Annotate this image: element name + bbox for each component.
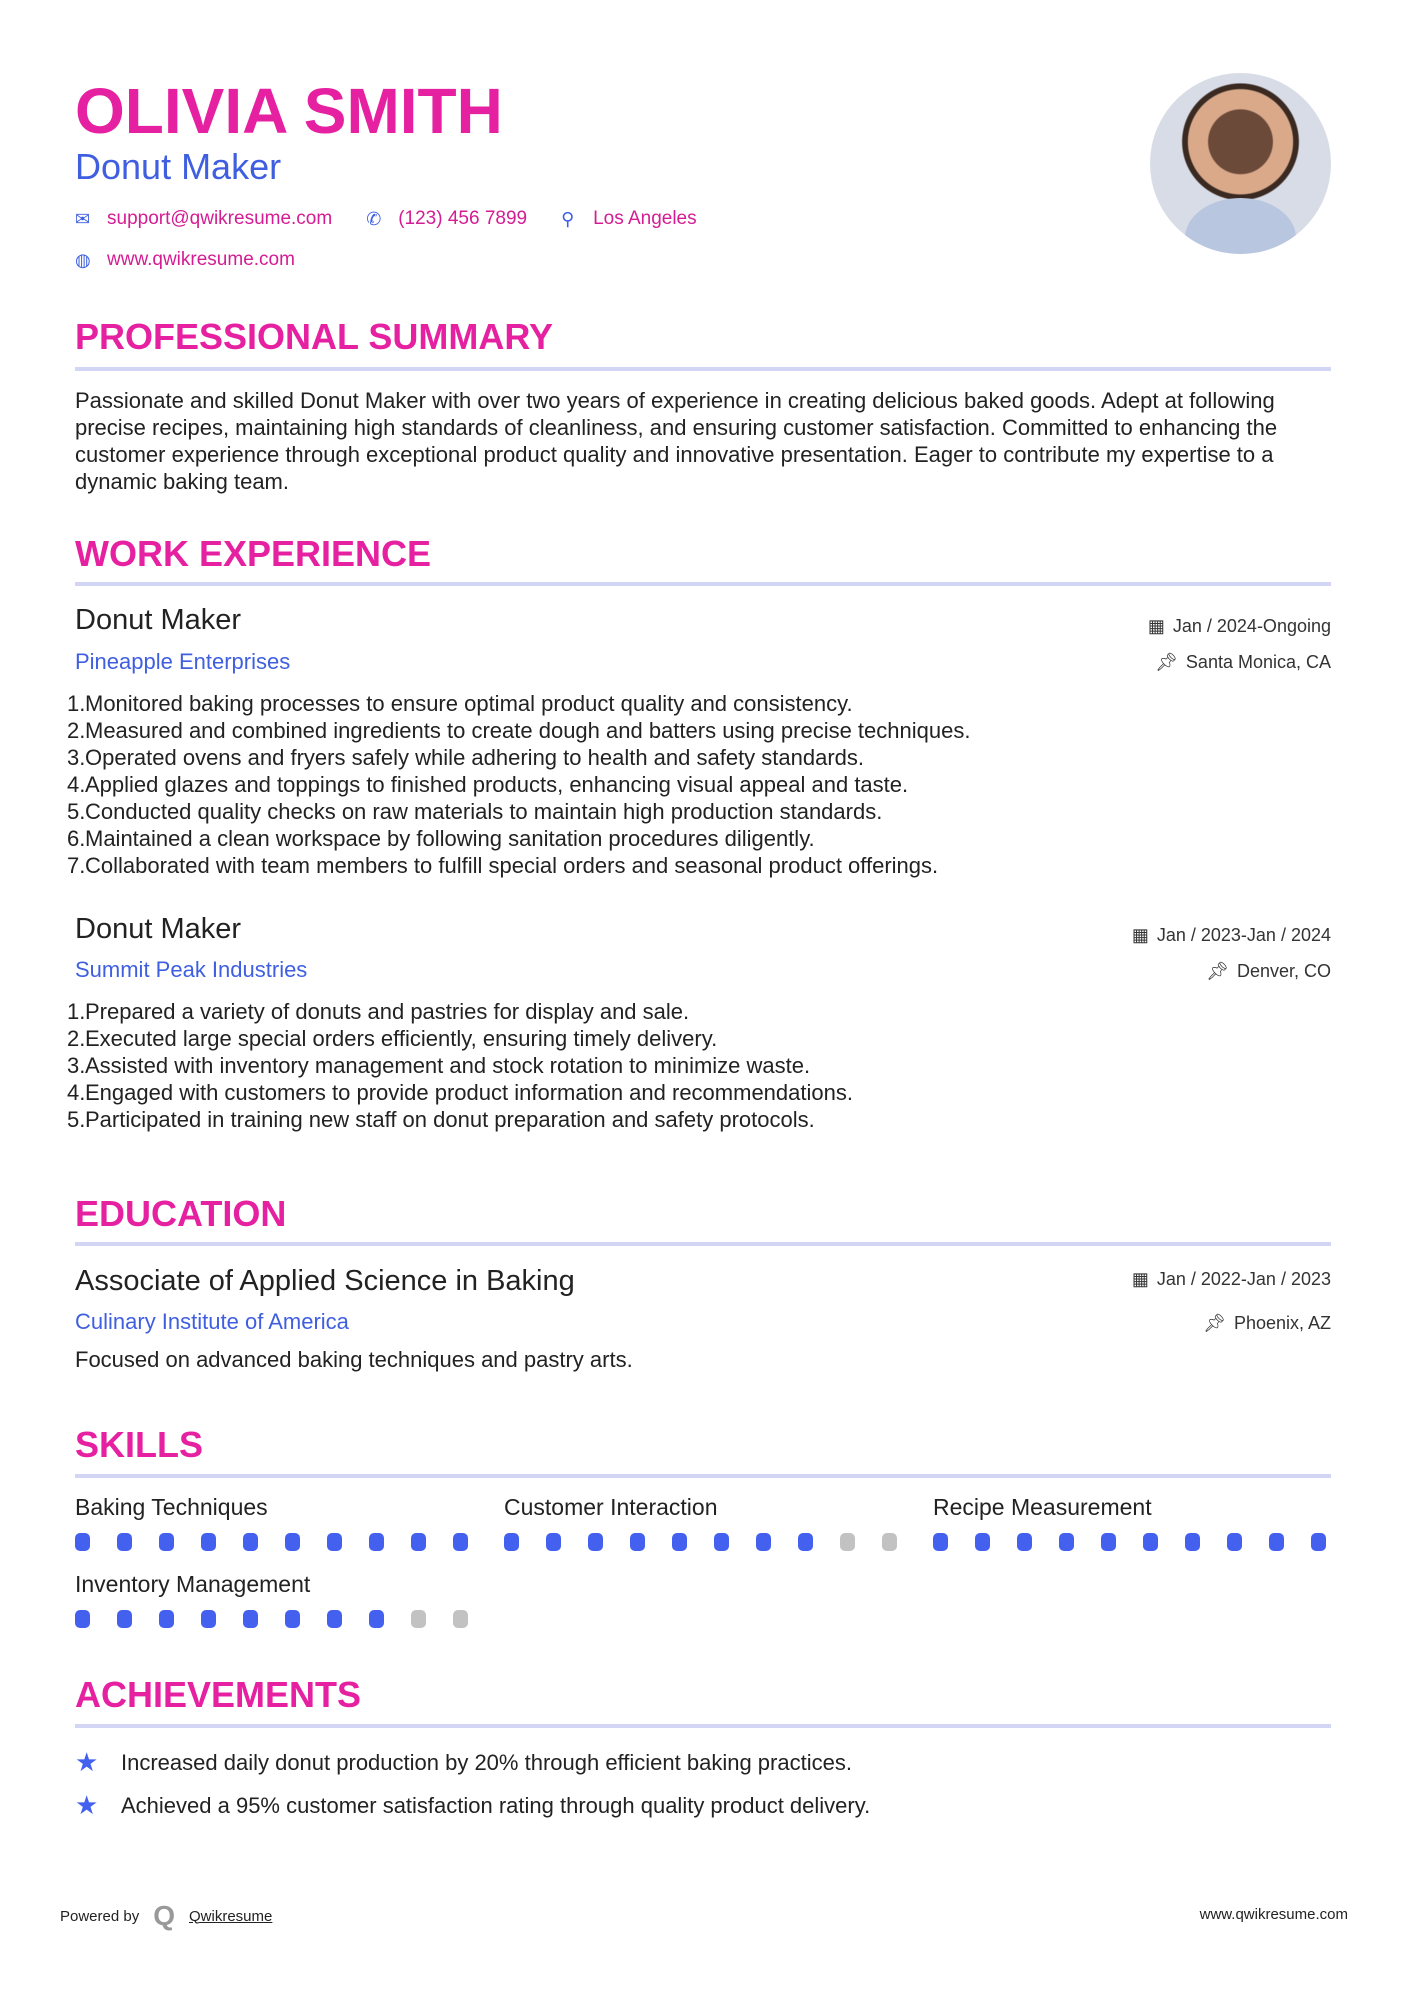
skill-item <box>933 1494 1326 1551</box>
phone-icon: ✆ <box>366 208 382 229</box>
rating-dot <box>1143 1533 1158 1551</box>
bullet-item <box>67 690 970 717</box>
job-bullets <box>67 998 853 1133</box>
bullet-text: Assisted with inventory management and stock rotation to minimize waste. <box>85 1053 811 1078</box>
rating-dot <box>369 1610 384 1628</box>
rating-dot <box>756 1533 771 1551</box>
bullet-item <box>67 1025 853 1052</box>
bullet-number: 1. <box>67 691 86 716</box>
rating-dot <box>159 1533 174 1551</box>
skill-rating <box>75 1533 468 1551</box>
skill-name: Customer Interaction <box>504 1494 718 1520</box>
bullet-item <box>67 1052 853 1079</box>
skill-name: Inventory Management <box>75 1571 311 1597</box>
skill-item <box>75 1494 468 1551</box>
rating-dot <box>546 1533 561 1551</box>
rating-dot <box>369 1533 384 1551</box>
rating-dot <box>1017 1533 1032 1551</box>
degree: Associate of Applied Science in Baking <box>75 1265 575 1297</box>
star-icon: ★ <box>75 1790 99 1820</box>
rating-dot <box>75 1610 90 1628</box>
rating-dot <box>453 1610 468 1628</box>
dates-text: Jan / 2023-Jan / 2024 <box>1156 925 1331 945</box>
rating-dot <box>159 1610 174 1628</box>
globe-icon: ◍ <box>75 249 91 270</box>
rating-dot <box>1059 1533 1074 1551</box>
calendar-icon: ▦ <box>1147 616 1165 636</box>
rating-dot <box>285 1533 300 1551</box>
rating-dot <box>504 1533 519 1551</box>
bullet-text: Measured and combined ingredients to create dough and batters using precise techniques. <box>85 718 971 743</box>
calendar-icon: ▦ <box>1131 1269 1149 1289</box>
education-description: Focused on advanced baking techniques and pastry arts. <box>75 1347 633 1372</box>
rating-dot <box>1311 1533 1326 1551</box>
candidate-name: OLIVIA SMITH <box>75 75 503 147</box>
rating-dot <box>933 1533 948 1551</box>
pin-icon: 📌︎ <box>1155 652 1178 672</box>
bullet-text: Maintained a clean workspace by following sanitation procedures diligently. <box>85 826 815 851</box>
bullet-text: Executed large special orders efficiently, ensuring timely delivery. <box>85 1026 718 1051</box>
divider <box>75 1724 1331 1728</box>
rating-dot <box>975 1533 990 1551</box>
bullet-item <box>67 771 970 798</box>
bullet-item <box>67 998 853 1025</box>
bullet-text: Operated ovens and fryers safely while adhering to health and safety standards. <box>85 745 865 770</box>
footer-powered <box>60 1900 272 1932</box>
envelope-icon: ✉ <box>75 208 91 229</box>
achievement-item <box>75 1747 852 1778</box>
divider <box>75 1242 1331 1246</box>
job-company: Pineapple Enterprises <box>75 649 291 674</box>
location-text: Santa Monica, CA <box>1185 652 1331 672</box>
dates-text: Jan / 2024-Ongoing <box>1172 616 1331 636</box>
section-heading-education: EDUCATION <box>75 1193 287 1234</box>
education-dates <box>1132 1269 1331 1290</box>
job-location <box>1155 652 1331 673</box>
calendar-icon: ▦ <box>1131 925 1149 945</box>
skill-name: Baking Techniques <box>75 1494 268 1520</box>
bullet-text: Applied glazes and toppings to finished products, enhancing visual appeal and taste. <box>85 772 909 797</box>
rating-dot <box>327 1533 342 1551</box>
divider <box>75 582 1331 586</box>
location-text: Phoenix, AZ <box>1233 1313 1331 1333</box>
bullet-number: 4. <box>67 1080 86 1105</box>
achievement-text: Increased daily donut production by 20% through efficient baking practices. <box>121 1749 852 1775</box>
skill-rating <box>504 1533 897 1551</box>
rating-dot <box>201 1610 216 1628</box>
rating-dot <box>327 1610 342 1628</box>
bullet-text: Participated in training new staff on donut preparation and safety protocols. <box>85 1107 815 1132</box>
bullet-text: Engaged with customers to provide product information and recommendations. <box>85 1080 853 1105</box>
bullet-item <box>67 717 971 744</box>
brand-link[interactable]: Qwikresume <box>189 1907 273 1925</box>
website-row <box>75 249 295 271</box>
bullet-number: 3. <box>67 745 86 770</box>
rating-dot <box>1227 1533 1242 1551</box>
rating-dot <box>411 1533 426 1551</box>
rating-dot <box>882 1533 897 1551</box>
rating-dot <box>243 1610 258 1628</box>
divider <box>75 1474 1331 1478</box>
bullet-number: 5. <box>67 1107 86 1132</box>
summary-text: Passionate and skilled Donut Maker with over two years of experience in creating delicious baked goods. Adept at following precise recipes, maintaining high standards of cleanliness, and ensuring customer satisfaction. Committed to enhancing the customer experience through exceptional product quality and innovative presentation. Eager to contribute my expertise to a dynamic baking team. <box>75 388 1278 494</box>
bullet-number: 2. <box>67 1026 86 1051</box>
contact-row <box>75 208 697 230</box>
achievement-item <box>75 1790 870 1821</box>
skill-item <box>504 1494 897 1551</box>
bullet-item <box>67 1079 853 1106</box>
star-icon: ★ <box>75 1747 99 1777</box>
rating-dot <box>243 1533 258 1551</box>
rating-dot <box>453 1533 468 1551</box>
bullet-item <box>67 1106 853 1133</box>
job-dates <box>1132 925 1331 946</box>
profile-photo <box>1150 73 1331 254</box>
qwikresume-logo-icon: Q <box>153 1900 175 1931</box>
section-heading-summary: PROFESSIONAL SUMMARY <box>75 316 554 357</box>
powered-by-text: Powered by <box>60 1907 140 1925</box>
rating-dot <box>1101 1533 1116 1551</box>
email-link[interactable]: support@qwikresume.com <box>107 208 333 229</box>
dates-text: Jan / 2022-Jan / 2023 <box>1156 1269 1331 1289</box>
rating-dot <box>1269 1533 1284 1551</box>
candidate-title: Donut Maker <box>75 146 282 187</box>
bullet-text: Collaborated with team members to fulfill special orders and seasonal product offerings. <box>85 853 939 878</box>
skill-rating <box>933 1533 1326 1551</box>
rating-dot <box>201 1533 216 1551</box>
rating-dot <box>714 1533 729 1551</box>
rating-dot <box>285 1610 300 1628</box>
rating-dot <box>75 1533 90 1551</box>
bullet-number: 4. <box>67 772 86 797</box>
website-link[interactable]: www.qwikresume.com <box>107 249 295 270</box>
bullet-text: Prepared a variety of donuts and pastries for display and sale. <box>85 999 690 1024</box>
phone-text: (123) 456 7899 <box>398 208 528 229</box>
bullet-text: Conducted quality checks on raw materials to maintain high production standards. <box>85 799 883 824</box>
education-location <box>1203 1313 1331 1334</box>
job-company: Summit Peak Industries <box>75 957 308 982</box>
job-dates <box>1148 616 1331 637</box>
job-title: Donut Maker <box>75 913 242 945</box>
rating-dot <box>411 1610 426 1628</box>
bullet-number: 2. <box>67 718 86 743</box>
rating-dot <box>588 1533 603 1551</box>
pin-icon: 📌︎ <box>1206 961 1229 981</box>
divider <box>75 367 1331 371</box>
bullet-item <box>67 852 970 879</box>
bullet-number: 3. <box>67 1053 86 1078</box>
rating-dot <box>798 1533 813 1551</box>
skill-rating <box>75 1610 468 1628</box>
section-heading-skills: SKILLS <box>75 1424 204 1465</box>
section-heading-achievements: ACHIEVEMENTS <box>75 1674 362 1715</box>
bullet-number: 1. <box>67 999 86 1024</box>
map-pin-icon: ⚲ <box>561 208 575 229</box>
location-text: Denver, CO <box>1236 961 1331 981</box>
job-bullets <box>67 690 971 879</box>
bullet-number: 7. <box>67 853 86 878</box>
section-heading-experience: WORK EXPERIENCE <box>75 533 432 574</box>
rating-dot <box>117 1610 132 1628</box>
bullet-item <box>67 744 970 771</box>
skill-item <box>75 1571 468 1628</box>
achievement-text: Achieved a 95% customer satisfaction rating through quality product delivery. <box>121 1792 871 1818</box>
rating-dot <box>1185 1533 1200 1551</box>
rating-dot <box>840 1533 855 1551</box>
bullet-number: 5. <box>67 799 86 824</box>
location-text: Los Angeles <box>593 208 697 229</box>
skill-name: Recipe Measurement <box>933 1494 1152 1520</box>
bullet-item <box>67 825 970 852</box>
footer-website[interactable]: www.qwikresume.com <box>1199 1906 1348 1923</box>
job-title: Donut Maker <box>75 604 242 636</box>
rating-dot <box>672 1533 687 1551</box>
school: Culinary Institute of America <box>75 1309 349 1334</box>
job-location <box>1206 961 1331 982</box>
rating-dot <box>630 1533 645 1551</box>
bullet-item <box>67 798 970 825</box>
rating-dot <box>117 1533 132 1551</box>
bullet-number: 6. <box>67 826 86 851</box>
pin-icon: 📌︎ <box>1203 1313 1226 1333</box>
bullet-text: Monitored baking processes to ensure optimal product quality and consistency. <box>85 691 853 716</box>
